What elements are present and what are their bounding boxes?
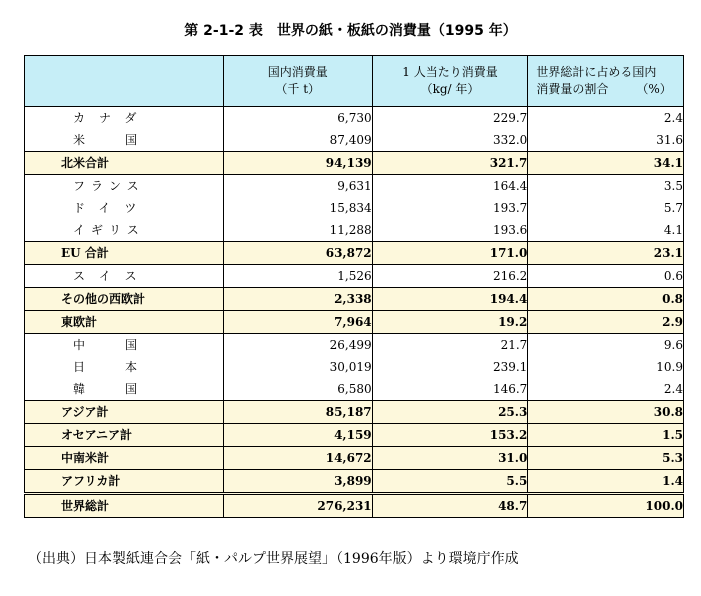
cell-per-capita: 229.7: [372, 107, 528, 130]
cell-per-capita: 25.3: [372, 401, 528, 424]
subtotal-row: [25, 311, 684, 334]
cell-per-capita: 153.2: [372, 424, 528, 447]
cell-per-capita: 193.7: [372, 197, 528, 219]
cell-share: 2.9: [528, 311, 684, 334]
row-label: 中南米計: [25, 447, 224, 470]
row-label: カナダ: [25, 107, 224, 130]
cell-share: 23.1: [528, 242, 684, 265]
cell-share: 1.4: [528, 470, 684, 494]
cell-consumption: 7,964: [223, 311, 372, 334]
row-label: 中国: [25, 334, 224, 357]
grand-total-row: [25, 494, 684, 518]
header-world-share-label: 世界総計に占める国内: [536, 65, 657, 79]
header-per-capita-label: 1 人当たり消費量: [402, 65, 498, 79]
table-row: [25, 129, 684, 152]
cell-consumption: 15,834: [223, 197, 372, 219]
table-row: [25, 219, 684, 242]
table-row: [25, 356, 684, 378]
cell-per-capita: 48.7: [372, 494, 528, 518]
cell-per-capita: 193.6: [372, 219, 528, 242]
table-row: [25, 197, 684, 219]
row-label: 韓国: [25, 378, 224, 401]
cell-per-capita: 19.2: [372, 311, 528, 334]
cell-per-capita: 216.2: [372, 265, 528, 288]
cell-share: 2.4: [528, 378, 684, 401]
header-label-cell: [25, 56, 224, 107]
cell-per-capita: 239.1: [372, 356, 528, 378]
row-label: 北米合計: [25, 152, 224, 175]
cell-consumption: 85,187: [223, 401, 372, 424]
cell-consumption: 1,526: [223, 265, 372, 288]
row-label: 世界総計: [25, 494, 224, 518]
cell-per-capita: 321.7: [372, 152, 528, 175]
row-label: フランス: [25, 175, 224, 198]
cell-consumption: 276,231: [223, 494, 372, 518]
cell-consumption: 14,672: [223, 447, 372, 470]
cell-share: 0.8: [528, 288, 684, 311]
cell-consumption: 87,409: [223, 129, 372, 152]
cell-per-capita: 164.4: [372, 175, 528, 198]
cell-share: 1.5: [528, 424, 684, 447]
cell-consumption: 6,580: [223, 378, 372, 401]
cell-share: 4.1: [528, 219, 684, 242]
row-label: スイス: [25, 265, 224, 288]
cell-consumption: 6,730: [223, 107, 372, 130]
cell-consumption: 26,499: [223, 334, 372, 357]
subtotal-row: [25, 470, 684, 494]
cell-consumption: 2,338: [223, 288, 372, 311]
header-domestic-consumption: [223, 56, 372, 107]
subtotal-row: [25, 152, 684, 175]
cell-consumption: 63,872: [223, 242, 372, 265]
cell-share: 0.6: [528, 265, 684, 288]
subtotal-row: [25, 242, 684, 265]
row-label: EU 合計: [25, 242, 224, 265]
row-label: イギリス: [25, 219, 224, 242]
cell-share: 2.4: [528, 107, 684, 130]
row-label: 米国: [25, 129, 224, 152]
cell-share: 34.1: [528, 152, 684, 175]
cell-share: 9.6: [528, 334, 684, 357]
table-row: [25, 175, 684, 198]
row-label: アジア計: [25, 401, 224, 424]
cell-per-capita: 31.0: [372, 447, 528, 470]
cell-consumption: 30,019: [223, 356, 372, 378]
cell-per-capita: 194.4: [372, 288, 528, 311]
header-per-capita-unit: （kg/ 年）: [420, 82, 480, 96]
cell-share: 3.5: [528, 175, 684, 198]
paper-consumption-table: [24, 55, 684, 518]
cell-per-capita: 5.5: [372, 470, 528, 494]
cell-consumption: 94,139: [223, 152, 372, 175]
cell-share: 10.9: [528, 356, 684, 378]
source-note: （出典）日本製紙連合会「紙・パルプ世界展望」（1996年版）より環境庁作成: [28, 551, 519, 567]
row-label: その他の西欧計: [25, 288, 224, 311]
row-label: アフリカ計: [25, 470, 224, 494]
table-row: [25, 334, 684, 357]
header-world-share-unit: （%）: [636, 82, 672, 96]
cell-share: 31.6: [528, 129, 684, 152]
header-world-share-label2: 消費量の割合: [536, 82, 609, 96]
cell-per-capita: 332.0: [372, 129, 528, 152]
row-label: 日本: [25, 356, 224, 378]
cell-share: 5.3: [528, 447, 684, 470]
table-row: [25, 378, 684, 401]
row-label: 東欧計: [25, 311, 224, 334]
row-label: ドイツ: [25, 197, 224, 219]
cell-share: 100.0: [528, 494, 684, 518]
cell-per-capita: 21.7: [372, 334, 528, 357]
cell-per-capita: 146.7: [372, 378, 528, 401]
subtotal-row: [25, 447, 684, 470]
header-world-share: [528, 56, 684, 107]
table-title: 第 2-1-2 表 世界の紙・板紙の消費量（1995 年）: [184, 23, 517, 39]
cell-consumption: 4,159: [223, 424, 372, 447]
cell-consumption: 9,631: [223, 175, 372, 198]
row-label: オセアニア計: [25, 424, 224, 447]
table-row: [25, 107, 684, 130]
header-per-capita: [372, 56, 528, 107]
cell-consumption: 3,899: [223, 470, 372, 494]
header-domestic-consumption-label: 国内消費量: [267, 65, 328, 79]
subtotal-row: [25, 424, 684, 447]
header-world-share-line2: [536, 81, 683, 98]
cell-share: 5.7: [528, 197, 684, 219]
header-row: [25, 56, 684, 107]
cell-share: 30.8: [528, 401, 684, 424]
cell-consumption: 11,288: [223, 219, 372, 242]
header-domestic-consumption-unit: （千 t）: [275, 82, 321, 96]
subtotal-row: [25, 401, 684, 424]
table-row: [25, 265, 684, 288]
cell-per-capita: 171.0: [372, 242, 528, 265]
subtotal-row: [25, 288, 684, 311]
